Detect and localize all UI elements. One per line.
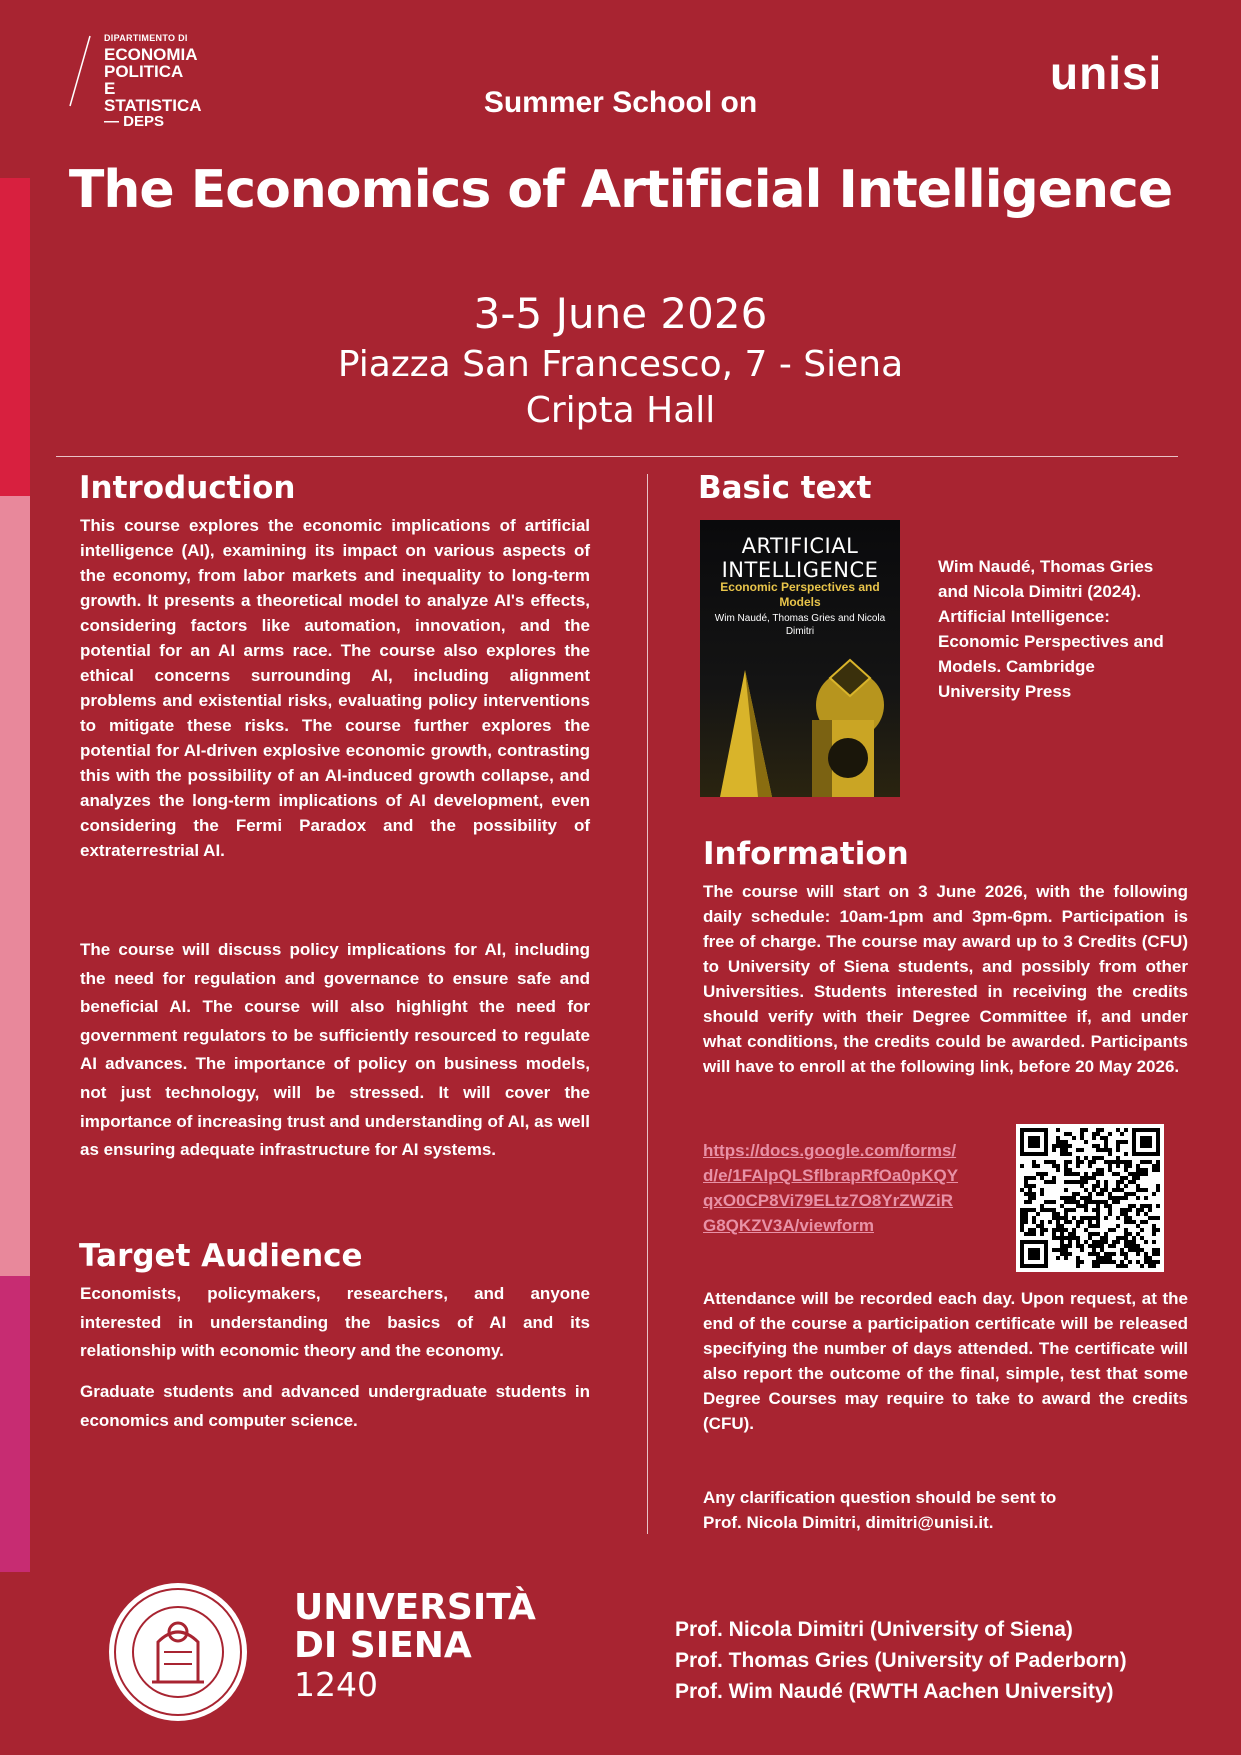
divider-vertical — [647, 474, 648, 1534]
deps-small-label: DIPARTIMENTO DI — [104, 33, 188, 43]
side-stripe-magenta — [0, 1276, 30, 1572]
qr-code-icon — [1020, 1128, 1160, 1268]
university-year: 1240 — [294, 1665, 378, 1704]
book-cover — [700, 520, 900, 797]
unisi-logo: unisi — [1050, 47, 1163, 99]
professor-item: Prof. Thomas Gries (University of Paderborn) — [675, 1649, 1127, 1672]
university-line-2: DI SIENA — [294, 1625, 472, 1666]
information-paragraph-1: The course will start on 3 June 2026, with the following daily schedule: 10am-1pm and 3pm-6pm. Participation is free of charge. The course may award up to 3 Credits (CFU) to University of Siena students, and possibly from other Universities. Students interested in receiving the credits should verify with their Degree Committee if, and under what conditions, the credits could be awarded. Participants will have to enroll at the following link, before 20 May 2026. — [703, 882, 1188, 1076]
university-wordmark — [294, 1587, 536, 1704]
venue-address: Piazza San Francesco, 7 - Siena — [337, 344, 904, 385]
professor-item: Prof. Nicola Dimitri (University of Siena) — [675, 1618, 1073, 1641]
university-line-1: UNIVERSITÀ — [294, 1587, 536, 1628]
deps-line2: E STATISTICA — [104, 79, 202, 115]
introduction-paragraph-1: This course explores the economic implications of artificial intelligence (AI), examining its impact on various aspects of the economy, from labor markets and inequality to long-term growth. It presents a theoretical model to analyze AI's effects, considering factors like automation, innovation, and the potential for an AI arms race. The course also explores the ethical concerns surrounding AI, including alignment problems and existential risks, evaluating policy interventions to mitigate these risks. The course further explores the potential for AI-driven explosive economic growth, contrasting this with the possibility of an AI-induced growth collapse, and analyzes the long-term implications of AI development, even considering the Fermi Paradox and the possibility of extraterrestrial AI. — [80, 516, 590, 860]
page-title: The Economics of Artificial Intelligence — [68, 160, 1173, 220]
professor-item: Prof. Wim Naudé (RWTH Aachen University) — [675, 1680, 1114, 1703]
divider-horizontal — [56, 456, 1178, 457]
event-date: 3-5 June 2026 — [473, 289, 768, 338]
enrollment-link[interactable]: https://docs.google.com/forms/d/e/1FAIpQLSflbrapRfOa0pKQYqxO0CP8Vi79ELtz7O8YrZWZiRG8QKZV3A/viewform — [703, 1141, 959, 1235]
book-cover-subtitle: Economic Perspectives and Models — [720, 580, 880, 609]
information-contact — [703, 1485, 1188, 1535]
contact-line-2: Prof. Nicola Dimitri, dimitri@unisi.it. — [703, 1513, 994, 1532]
target-audience-heading: Target Audience — [79, 1238, 363, 1274]
book-cover-authors: Wim Naudé, Thomas Gries and Nicola Dimitri — [714, 613, 886, 637]
introduction-heading: Introduction — [79, 470, 296, 506]
venue-hall: Cripta Hall — [525, 390, 716, 431]
book-cover-title: ARTIFICIAL INTELLIGENCE — [721, 534, 879, 582]
target-audience-paragraph-1: Economists, policymakers, researchers, and anyone interested in understanding the basics of AI and its relationship with economic theory and the economy. — [80, 1284, 590, 1361]
contact-line-1: Any clarification question should be sent to — [703, 1488, 1057, 1507]
basic-text-heading: Basic text — [698, 470, 872, 506]
deps-line1: ECONOMIA POLITICA — [104, 45, 197, 81]
deps-line3: — DEPS — [104, 113, 165, 130]
target-audience-paragraph-2: Graduate students and advanced undergraduate students in economics and computer science. — [80, 1382, 590, 1430]
information-heading: Information — [703, 836, 909, 872]
professors-list — [675, 1614, 1127, 1707]
side-stripe-pink — [0, 496, 30, 1276]
university-seal-icon — [108, 1582, 248, 1722]
introduction-paragraph-2: The course will discuss policy implications for AI, including the need for regulation and governance to ensure safe and beneficial AI. The course will also highlight the need for government regulators to be sufficiently resourced to regulate AI advances. The importance of policy on business models, not just technology, will be stressed. It will cover the importance of increasing trust and understanding of AI, as well as ensuring adequate infrastructure for AI systems. — [80, 940, 590, 1160]
qr-code[interactable] — [1016, 1124, 1164, 1272]
page-subtitle: Summer School on — [483, 86, 758, 119]
event-venue — [0, 342, 1241, 434]
book-reference: Wim Naudé, Thomas Gries and Nicola Dimitri (2024). Artificial Intelligence: Economic Perspectives and Models. Cambridge University Press — [938, 557, 1164, 701]
information-paragraph-2: Attendance will be recorded each day. Upon request, at the end of the course a participation certificate will be released specifying the number of days attended. The certificate will also report the outcome of the final, simple, test that some Degree Courses may require to take to award the credits (CFU). — [703, 1289, 1188, 1433]
